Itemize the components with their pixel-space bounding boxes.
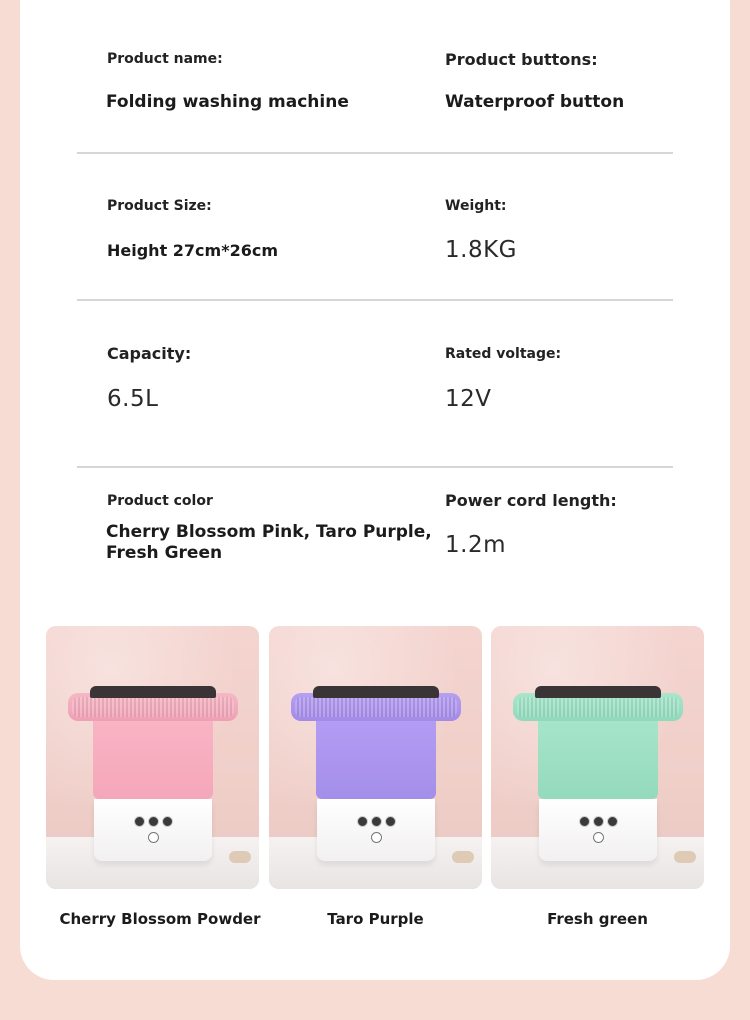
caption-pink: Cherry Blossom Powder: [59, 910, 261, 928]
product-gallery: [0, 626, 750, 896]
product-size-label: Product Size:: [107, 198, 212, 214]
power-cord-length-label: Power cord length:: [445, 491, 617, 510]
washing-machine-green: [513, 686, 683, 861]
product-color-value-line2: Fresh Green: [106, 543, 223, 563]
product-image-pink: [46, 626, 259, 889]
product-buttons-value: Waterproof button: [445, 92, 625, 112]
rated-voltage-label: Rated voltage:: [445, 346, 562, 362]
divider: [77, 152, 673, 154]
caption-purple: Taro Purple: [327, 910, 424, 928]
product-buttons-label: Product buttons:: [445, 50, 598, 69]
washing-machine-purple: [291, 686, 461, 861]
product-image-green: [491, 626, 704, 889]
weight-value: 1.8KG: [445, 237, 517, 263]
product-color-value: [106, 522, 432, 564]
weight-label: Weight:: [445, 198, 507, 214]
product-color-value-line1: Cherry Blossom Pink, Taro Purple,: [106, 522, 432, 542]
capacity-value: 6.5L: [107, 386, 159, 412]
caption-green: Fresh green: [547, 910, 648, 928]
product-color-label: Product color: [107, 493, 213, 509]
product-name-value: Folding washing machine: [106, 92, 349, 112]
rated-voltage-value: 12V: [445, 386, 492, 412]
capacity-label: Capacity:: [107, 344, 192, 363]
product-image-purple: [269, 626, 482, 889]
washing-machine-pink: [68, 686, 238, 861]
product-size-value: Height 27cm*26cm: [107, 241, 278, 260]
divider: [77, 466, 673, 468]
product-name-label: Product name:: [107, 51, 223, 67]
divider: [77, 299, 673, 301]
power-cord-length-value: 1.2m: [445, 532, 506, 558]
